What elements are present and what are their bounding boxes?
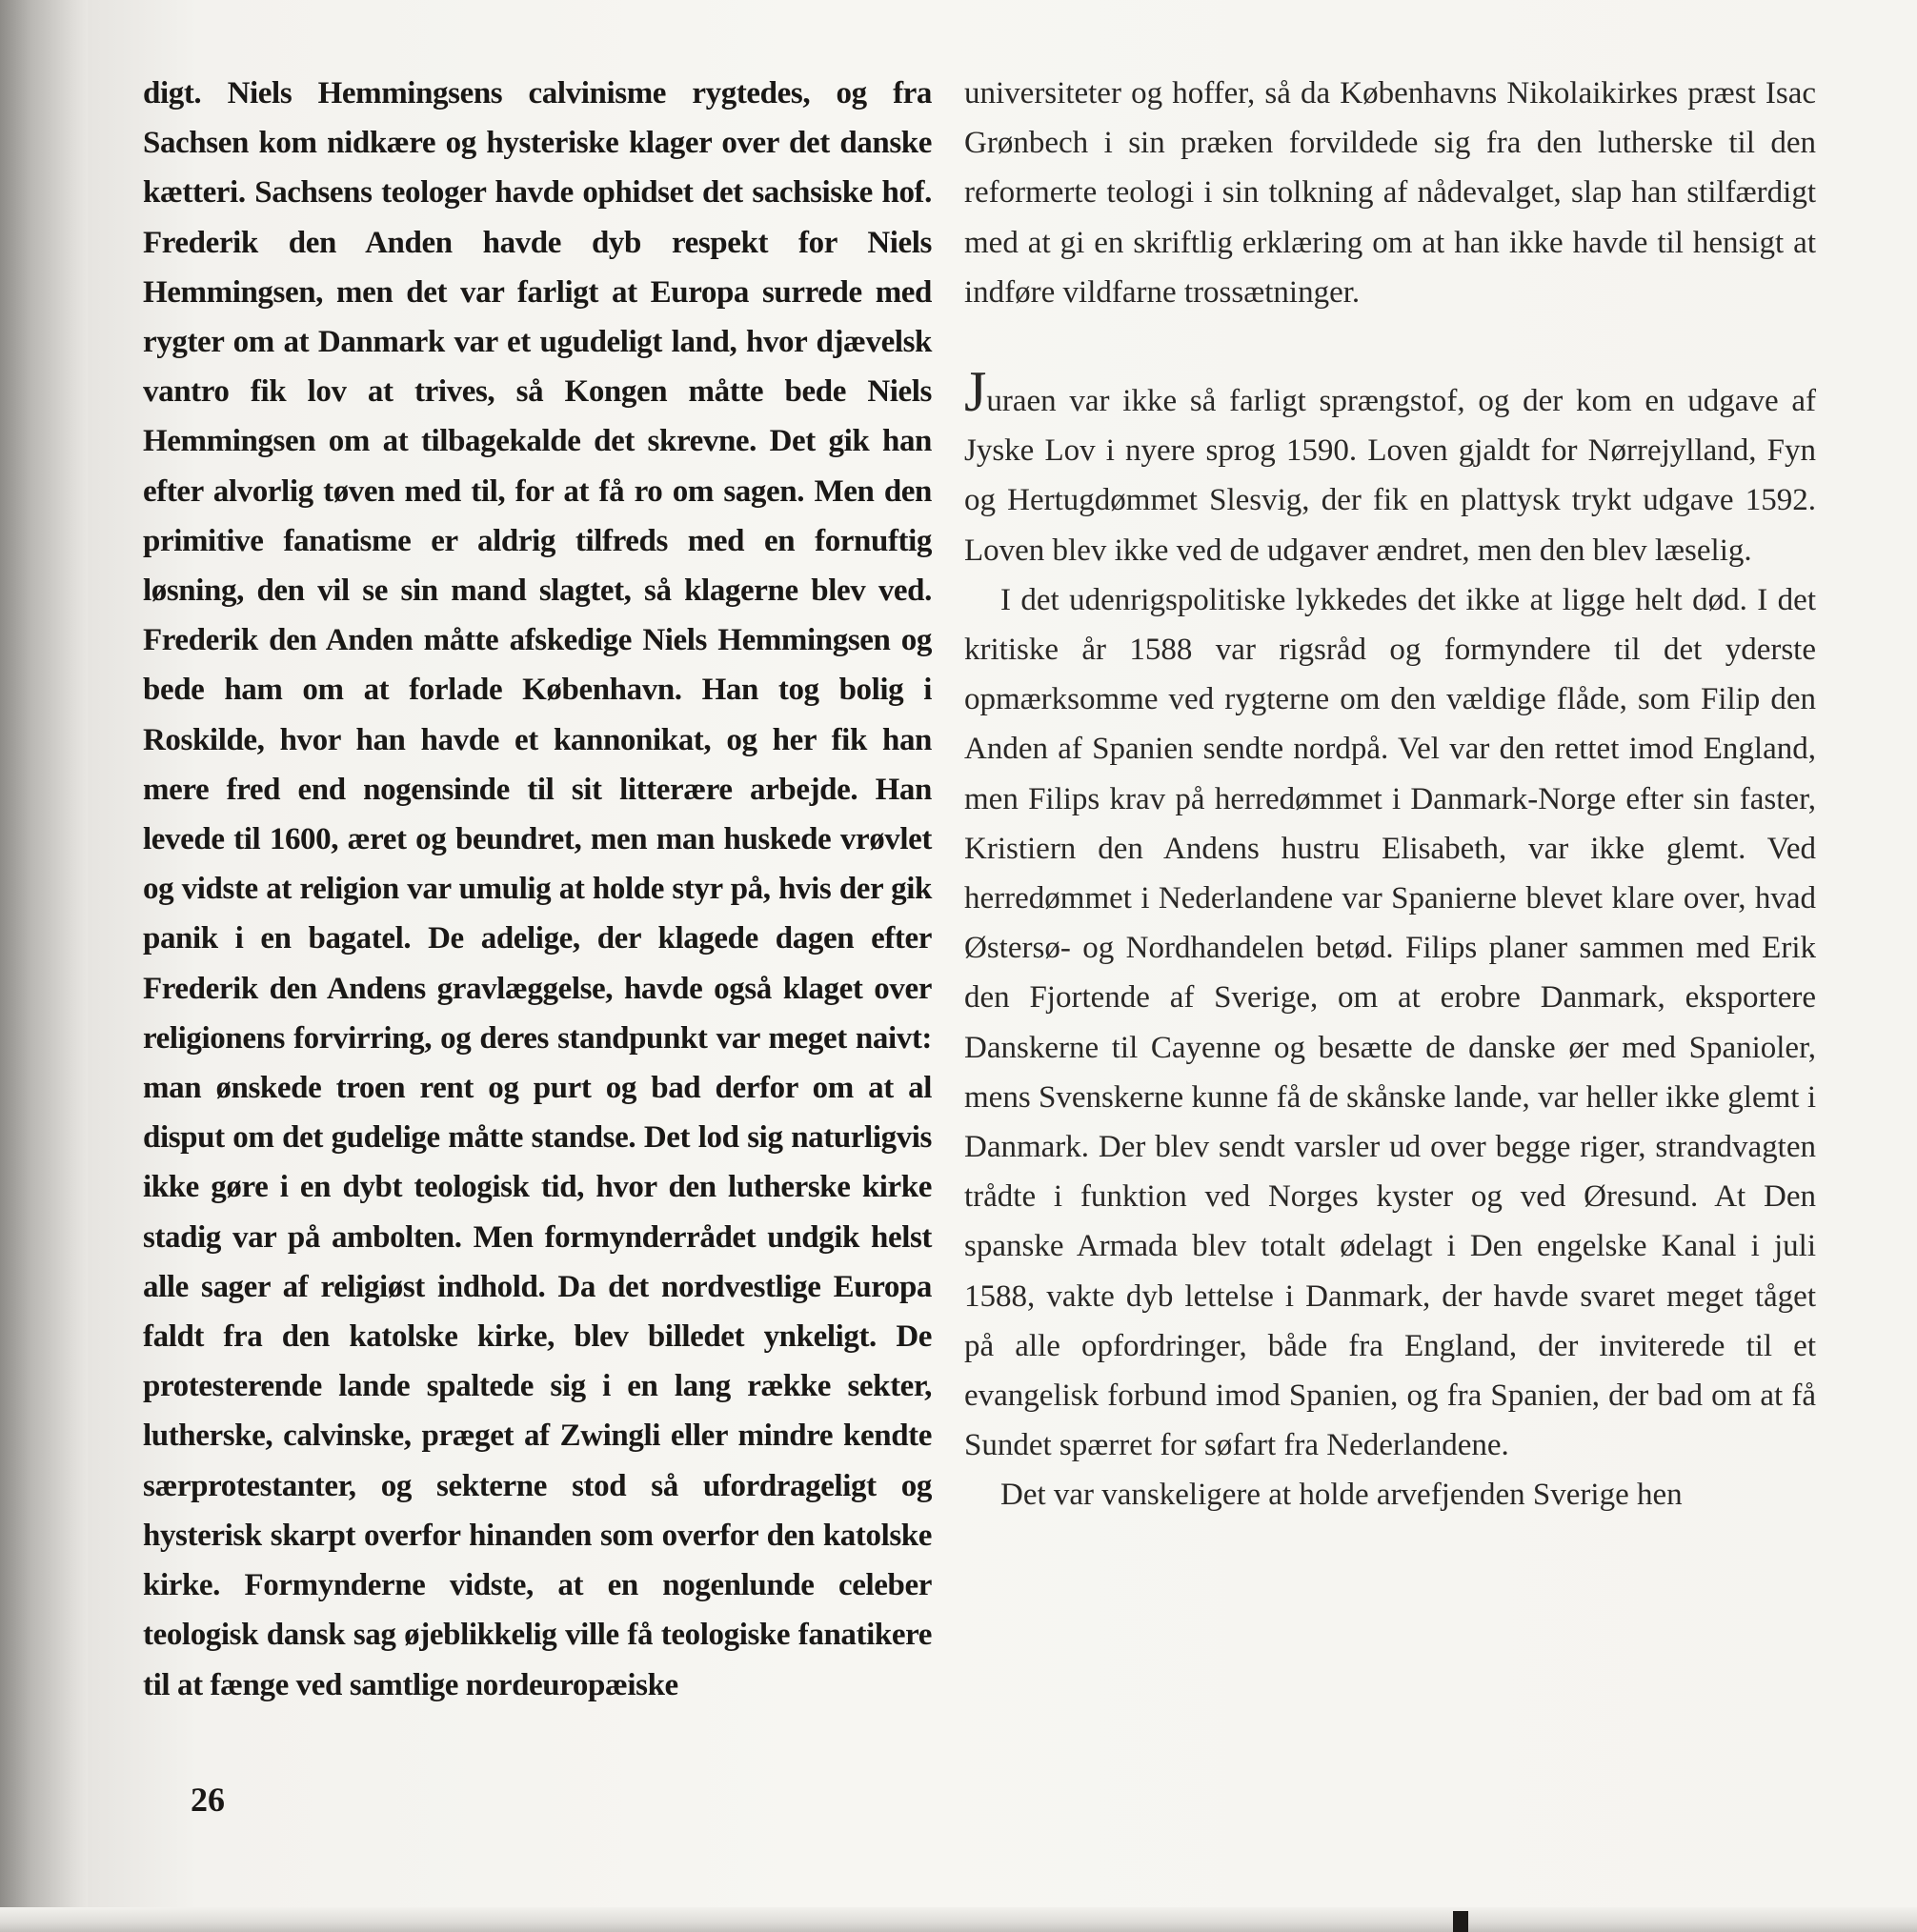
page-number: 26 bbox=[191, 1781, 225, 1819]
book-binding-shadow bbox=[0, 0, 88, 1932]
left-column-paragraph: digt. Niels Hemmingsens calvinisme rygtedes, og fra Sachsen kom nidkære og hysteriske klager over det danske kætteri. Sachsens teologer havde ophidset det sachsiske hof. Frederik den Anden havde dyb respekt for Niels Hemmingsen, men det var farligt at Europa surrede med rygter om at Danmark var et ugudeligt land, hvor djævelsk vantro fik lov at trives, så Kongen måtte bede Niels Hemmingsen om at tilbagekalde det skrevne. Det gik han efter alvorlig tøven med til, for at få ro om sagen. Men den primitive fanatisme er aldrig tilfreds med en fornuftig løsning, den vil se sin mand slagtet, så klagerne blev ved. Frederik den Anden måtte afskedige Niels Hemmingsen og bede ham om at forlade København. Han tog bolig i Roskilde, hvor han havde et kannonikat, og her fik han mere fred end nogensinde til sit litterære arbejde. Han levede til 1600, æret og beundret, men man huskede vrøvlet og vidste at religion var umulig at holde styr på, hvis der gik panik i en bagatel. De adelige, der klagede dagen efter Frederik den Andens gravlæggelse, havde også klaget over religionens forvirring, og deres standpunkt var meget naivt: man ønskede troen rent og purt og bad derfor om at al disput om det gudelige måtte standse. Det lod sig naturligvis ikke gøre i en dybt teologisk tid, hvor den lutherske kirke stadig var på ambolten. Men formynderrådet undgik helst alle sager af religiøst indhold. Da det nordvestlige Europa faldt fra den katolske kirke, blev billedet ynkeligt. De protesterende lande spaltede sig i en lang række sekter, lutherske, calvinske, præget af Zwingli eller mindre kendte særprotestanter, og sekterne stod så ufordrageligt og hysterisk skarpt overfor hinanden som overfor den katolske kirke. Formynderne vidste, at en nogenlunde celeber teologisk dansk sag øjeblikkelig ville få teologiske fanatikere til at fænge ved samtlige nordeuropæiske bbox=[143, 76, 932, 1702]
right-column bbox=[964, 69, 1816, 1520]
right-column-paragraph-1: universiteter og hoffer, så da Københavns Nikolaikirkes præst Isac Grønbech i sin præken forvildede sig fra den lutherske til den reformerte teologi i sin tolkning af nådevalget, slap han stilfærdigt med at gi en skriftlig erklæring om at han ikke havde til hensigt at indføre vildfarne trossætninger. bbox=[964, 76, 1816, 310]
section-break bbox=[964, 317, 1816, 367]
left-column bbox=[143, 69, 932, 1710]
right-column-paragraph-3: I det udenrigspolitiske lykkedes det ikke at ligge helt død. I det kritiske år 1588 var rigsråd og formyndere til det yderste opmærksomme ved rygterne om den vældige flåde, som Filip den Anden af Spanien sendte nordpå. Vel var den rettet imod England, men Filips krav på herredømmet i Danmark-Norge efter sin faster, Kristiern den Andens hustru Elisabeth, var ikke glemt. Ved herredømmet i Nederlandene var Spanierne blevet klare over, hvad Østersø- og Nordhandelen betød. Filips planer sammen med Erik den Fjortende af Sverige, om at erobre Danmark, eksportere Danskerne til Cayenne og besætte de danske øer med Spanioler, mens Svenskerne kunne få de skånske lande, var heller ikke glemt i Danmark. Der blev sendt varsler ud over begge riger, strandvagten trådte i funktion ved Norges kyster og ved Øresund. At Den spanske Armada blev totalt ødelagt i Den engelske Kanal i juli 1588, vakte dyb lettelse i Danmark, der havde svaret meget tåget på alle opfordringer, både fra England, der inviterede til et evangelisk forbund imod Spanien, og fra Spanien, der bad om at få Sundet spærret for søfart fra Nederlandene. bbox=[964, 582, 1816, 1463]
page-bottom-edge bbox=[0, 1907, 1917, 1932]
right-column-paragraph-4: Det var vanskeligere at holde arvefjenden Sverige hen bbox=[1000, 1478, 1683, 1513]
right-column-paragraph-2: Juraen var ikke så farligt sprængstof, og der kom en udgave af Jyske Lov i nyere sprog 1590. Loven gjaldt for Nørrejylland, Fyn og Hertugdømmet Slesvig, der fik en plattysk trykt udgave 1592. Loven blev ikke ved de udgaver ændret, men den blev læselig. bbox=[964, 360, 1816, 568]
next-page-edge-mark bbox=[1453, 1911, 1468, 1932]
